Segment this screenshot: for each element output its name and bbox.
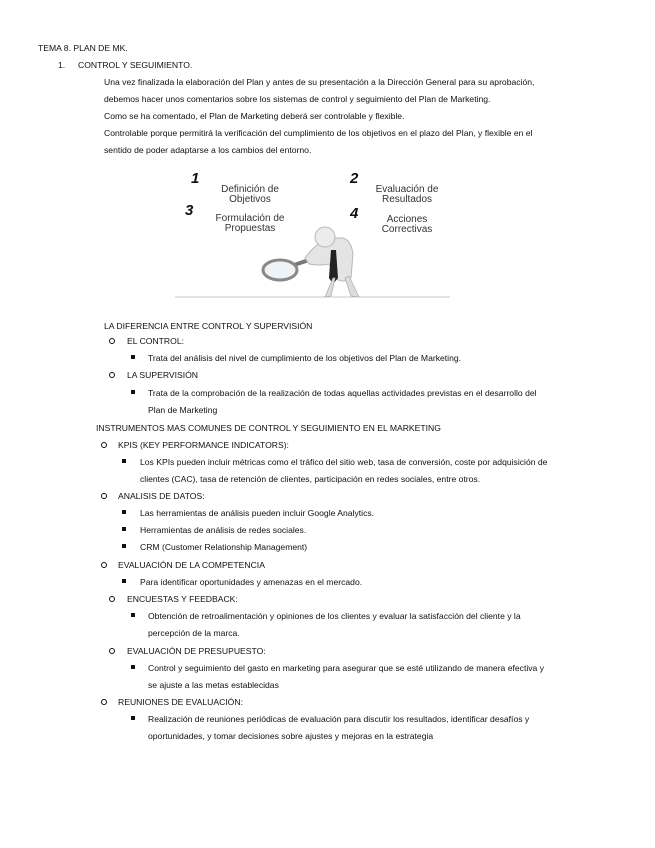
budget-title: EVALUACIÓN DE PRESUPUESTO: — [127, 646, 266, 656]
circle-bullet-icon — [101, 493, 107, 499]
budget-text-line-2: se ajuste a las metas establecidas — [148, 680, 279, 690]
square-bullet-icon — [131, 613, 135, 617]
person-head-shape — [315, 227, 335, 247]
meetings-title: REUNIONES DE EVALUACIÓN: — [118, 697, 243, 707]
step-3-number: 3 — [185, 202, 194, 219]
circle-bullet-icon — [109, 648, 115, 654]
square-bullet-icon — [122, 510, 126, 514]
data-item-1: Las herramientas de análisis pueden incluir Google Analytics. — [140, 508, 375, 518]
circle-bullet-icon — [109, 338, 115, 344]
meetings-text-line-2: oportunidades, y tomar decisiones sobre ajustes y mejoras en la estrategia — [148, 731, 434, 741]
budget-text-line-1: Control y seguimiento del gasto en marketing para asegurar que se esté utilizando de manera efectiva y — [148, 663, 545, 673]
circle-bullet-icon — [101, 699, 107, 705]
step-4-label-line-1: Acciones — [386, 214, 428, 225]
kpis-title: KPIS (KEY PERFORMANCE INDICATORS): — [118, 440, 289, 450]
step-2-label-line-1: Evaluación de — [375, 184, 439, 195]
step-3-label-line-1: Formulación de — [215, 213, 285, 224]
circle-bullet-icon — [109, 596, 115, 602]
circle-bullet-icon — [101, 442, 107, 448]
section-title: CONTROL Y SEGUIMIENTO. — [78, 60, 193, 70]
square-bullet-icon — [122, 544, 126, 548]
square-bullet-icon — [122, 527, 126, 531]
instruments-heading: INSTRUMENTOS MAS COMUNES DE CONTROL Y SEGUIMIENTO EN EL MARKETING — [96, 423, 441, 433]
step-1-label-line-1: Definición de — [221, 184, 279, 195]
square-bullet-icon — [131, 665, 135, 669]
step-4-label-line-2: Correctivas — [381, 224, 433, 235]
square-bullet-icon — [131, 716, 135, 720]
square-bullet-icon — [131, 355, 135, 359]
meetings-text-line-1: Realización de reuniones periódicas de evaluación para discutir los resultados, identificar desafíos y — [148, 714, 530, 724]
competition-text: Para identificar oportunidades y amenazas en el mercado. — [140, 577, 363, 587]
square-bullet-icon — [122, 459, 126, 463]
kpis-text-line-2: clientes (CAC), tasa de retención de clientes, participación en redes sociales, entre otros. — [140, 474, 481, 484]
data-item-3: CRM (Customer Relationship Management) — [140, 542, 308, 552]
square-bullet-icon — [122, 579, 126, 583]
intro-line-1: Una vez finalizada la elaboración del Plan y antes de su presentación a la Dirección General para su aprobación, — [104, 77, 535, 87]
intro-line-3: Como se ha comentado, el Plan de Marketing deberá ser controlable y flexible. — [104, 111, 405, 121]
data-analysis-title: ANALISIS DE DATOS: — [118, 491, 205, 501]
circle-bullet-icon — [109, 372, 115, 378]
section-number: 1. — [58, 60, 66, 70]
kpis-text-line-1: Los KPIs pueden incluir métricas como el tráfico del sitio web, tasa de conversión, coste por adquisición de — [140, 457, 548, 467]
step-1-number: 1 — [191, 170, 200, 187]
supervision-text-line-1: Trata de la comprobación de la realización de todas aquellas actividades previstas en el desarrollo del — [148, 388, 537, 398]
step-2-label-line-2: Resultados — [381, 194, 433, 205]
control-cycle-figure — [175, 166, 450, 299]
surveys-title: ENCUESTAS Y FEEDBACK: — [127, 594, 238, 604]
surveys-text-line-2: percepción de la marca. — [148, 628, 240, 638]
magnifying-glass-icon — [263, 260, 297, 280]
difference-heading: LA DIFERENCIA ENTRE CONTROL Y SUPERVISIÓN — [104, 321, 313, 331]
control-title: EL CONTROL: — [127, 336, 184, 346]
intro-line-2: debemos hacer unos comentarios sobre los sistemas de control y seguimiento del Plan de Marketing. — [104, 94, 491, 104]
intro-line-4: Controlable porque permitirá la verificación del cumplimiento de los objetivos en el plazo del Plan, y flexible en el — [104, 128, 533, 138]
square-bullet-icon — [131, 390, 135, 394]
supervision-title: LA SUPERVISIÓN — [127, 370, 199, 380]
step-3-label-line-2: Propuestas — [224, 223, 276, 234]
intro-line-5: sentido de poder adaptarse a los cambios del entorno. — [104, 145, 312, 155]
step-4-number: 4 — [350, 205, 359, 222]
document-title: TEMA 8. PLAN DE MK. — [38, 43, 128, 53]
figure-graphic — [175, 166, 450, 299]
competition-title: EVALUACIÓN DE LA COMPETENCIA — [118, 560, 265, 570]
data-item-2: Herramientas de análisis de redes sociales. — [140, 525, 307, 535]
step-1-label-line-2: Objetivos — [229, 194, 271, 205]
circle-bullet-icon — [101, 562, 107, 568]
supervision-text-line-2: Plan de Marketing — [148, 405, 218, 415]
surveys-text-line-1: Obtención de retroalimentación y opiniones de los clientes y evaluar la satisfacción del cliente y la — [148, 611, 521, 621]
step-2-number: 2 — [350, 170, 359, 187]
control-text: Trata del análisis del nivel de cumplimiento de los objetivos del Plan de Marketing. — [148, 353, 462, 363]
